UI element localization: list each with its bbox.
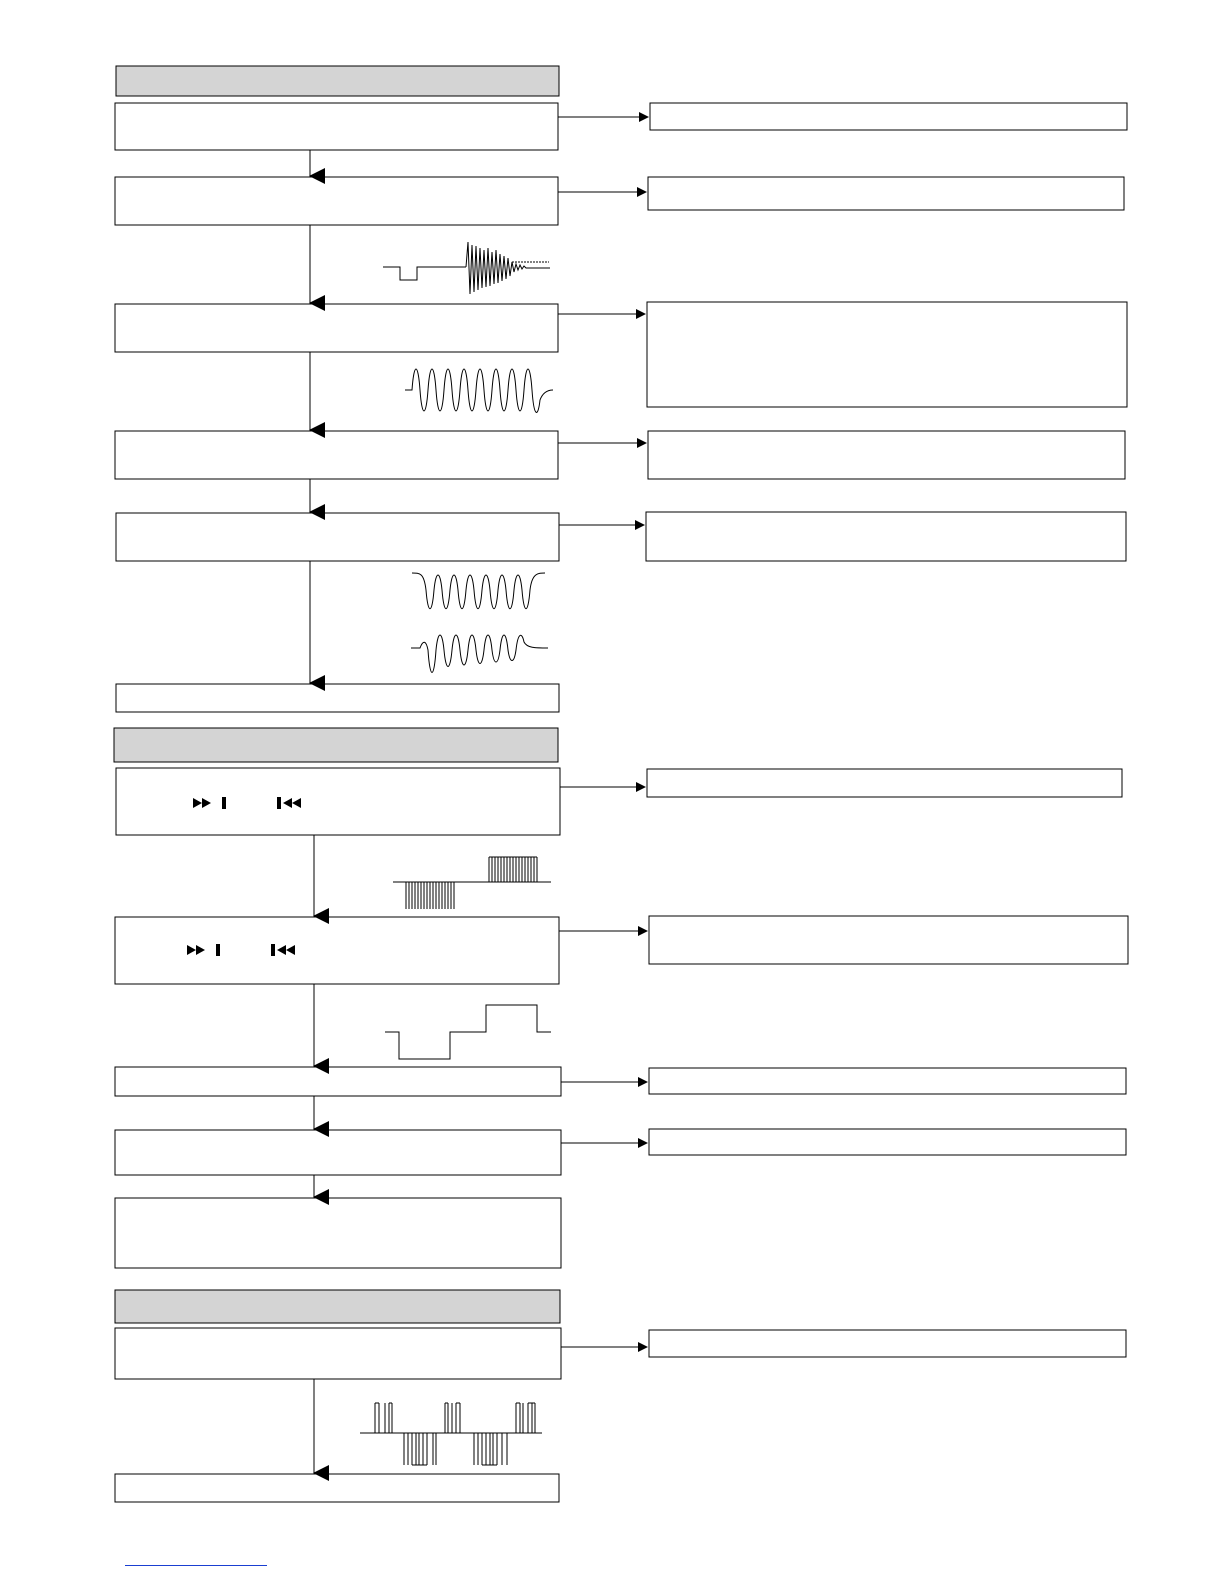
waveform-burst-noise	[383, 242, 550, 294]
waveform-square-pulse	[385, 1005, 551, 1059]
section-1-step-2	[115, 177, 558, 225]
section-2-note-1	[647, 769, 1122, 797]
section-1-step-4	[115, 431, 558, 479]
section-2-note-2	[649, 916, 1128, 964]
section-3-header	[115, 1290, 560, 1323]
section-1-note-2	[648, 177, 1124, 210]
section-3-step-1	[115, 1328, 561, 1379]
section-1-note-1	[650, 103, 1127, 130]
section-2-step-4	[115, 1130, 561, 1175]
section-1-header	[116, 66, 559, 96]
waveform-sine-burst-decay	[411, 635, 548, 673]
section-2-header	[114, 728, 558, 762]
section-2-note-4	[649, 1129, 1126, 1155]
section-2-step-2	[115, 917, 559, 984]
waveform-sine-burst	[405, 369, 553, 412]
section-1-step-1	[115, 103, 558, 150]
section-3-step-2	[115, 1474, 559, 1502]
section-2-step-1	[116, 768, 560, 835]
section-3-note-1	[649, 1330, 1126, 1357]
waveform-pulse-groups	[360, 1403, 542, 1465]
section-1-note-3	[647, 302, 1127, 407]
footer-link[interactable]	[125, 1549, 267, 1566]
section-2-step-5	[115, 1198, 561, 1268]
section-1-step-3	[115, 304, 558, 352]
waveform-sine-burst-upper	[412, 573, 545, 609]
section-2-note-3	[649, 1068, 1126, 1094]
waveform-pulse-train	[393, 857, 551, 909]
section-2-step-3	[115, 1067, 561, 1096]
section-1-step-6	[116, 684, 559, 712]
section-1-note-4	[648, 431, 1125, 479]
section-1-step-5	[116, 513, 559, 561]
section-1-note-5	[646, 512, 1126, 561]
